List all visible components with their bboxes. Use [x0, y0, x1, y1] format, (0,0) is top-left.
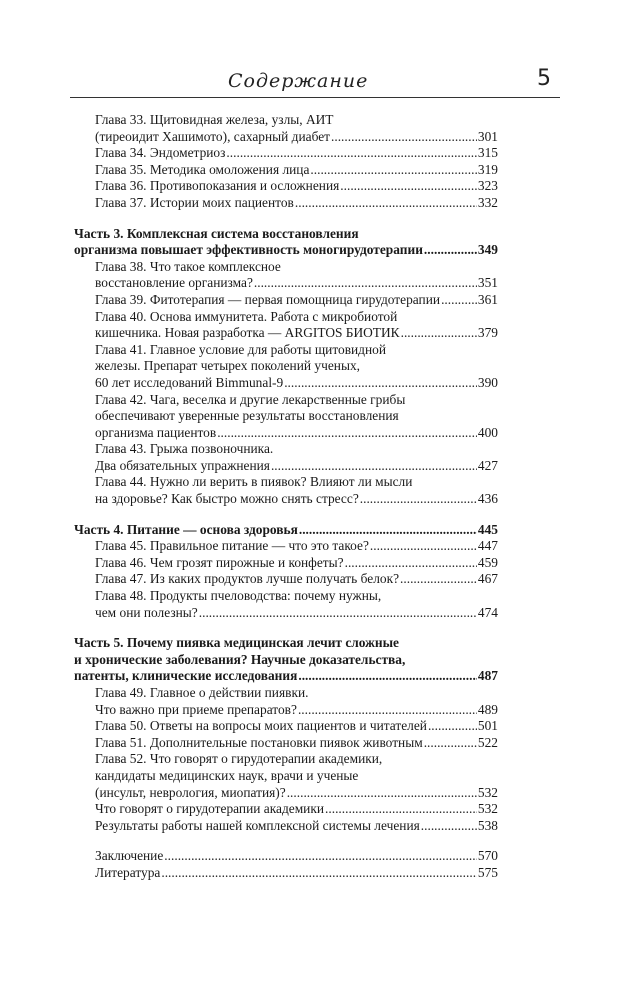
toc-section: [74, 848, 498, 881]
chapter-entry-page: 474: [477, 604, 498, 620]
chapter-entry-line: Глава 39. Фитотерапия — первая помощница гирудотерапии: [95, 291, 441, 307]
chapter-entry-line: Глава 35. Методика омоложения лица: [95, 161, 310, 177]
dot-leader: [254, 275, 477, 292]
chapter-entry-leader-row: [95, 801, 498, 818]
chapter-entry-line: Глава 42. Чага, веселка и другие лекарственные грибы: [95, 391, 406, 407]
chapter-entry-line: Глава 47. Из каких продуктов лучше получать белок?: [95, 571, 400, 587]
dot-leader: [325, 801, 477, 818]
dot-leader: [340, 178, 477, 195]
page-header: [0, 0, 619, 110]
dot-leader: [226, 145, 476, 162]
chapter-entry-line: Глава 44. Нужно ли верить в пиявок? Влияют ли мысли: [95, 474, 413, 490]
chapter-entry: [74, 195, 498, 212]
table-of-contents: [74, 112, 498, 896]
running-title: Содержание: [228, 70, 369, 92]
chapter-entry-line: Глава 37. Истории моих пациентов: [95, 194, 294, 210]
chapter-entry-leader-row: [95, 195, 498, 212]
chapter-entry: [74, 685, 498, 718]
dot-leader: [299, 522, 477, 539]
part-heading-line: Часть 3. Комплексная система восстановления: [74, 225, 359, 241]
dot-leader: [331, 129, 477, 146]
part-heading-leader-row: [74, 522, 498, 539]
chapter-entry: [74, 571, 498, 588]
dot-leader: [345, 555, 477, 572]
chapter-entry-leader-row: [95, 491, 498, 508]
chapter-entry-page: 400: [477, 424, 498, 440]
chapter-entry-page: 323: [477, 178, 498, 194]
chapter-entry-leader-row: [95, 718, 498, 735]
chapter-entry-line: Глава 45. Правильное питание — что это такое?: [95, 538, 369, 554]
chapter-entry-leader-row: [95, 178, 498, 195]
dot-leader: [217, 425, 477, 442]
chapter-entry-line: Глава 46. Чем грозят пирожные и конфеты?: [95, 554, 344, 570]
page-number: 5: [537, 66, 551, 91]
dot-leader: [421, 818, 477, 835]
chapter-entry: [74, 342, 498, 392]
chapter-entry-leader-row: [95, 145, 498, 162]
chapter-entry-line: железы. Препарат четырех поколений ученых,: [95, 358, 360, 374]
chapter-entry-leader-row: [95, 275, 498, 292]
dot-leader: [295, 195, 477, 212]
chapter-entry-leader-row: [95, 702, 498, 719]
chapter-entry-leader-row: [95, 865, 498, 882]
dot-leader: [284, 375, 477, 392]
chapter-entry-leader-row: [95, 605, 498, 622]
part-heading-leader-row: [74, 668, 498, 685]
part-heading-page: 487: [477, 668, 498, 684]
part-heading-leader-row: [74, 242, 498, 259]
part-heading-line: и хронические заболевания? Научные доказательства,: [74, 651, 406, 667]
header-rule: [70, 97, 560, 98]
chapter-entry: [74, 588, 498, 621]
part-heading: [74, 522, 498, 539]
chapter-entry-leader-row: [95, 292, 498, 309]
chapter-entry-page: 467: [477, 571, 498, 587]
chapter-entry-line: Глава 51. Дополнительные постановки пиявок животным: [95, 734, 423, 750]
chapter-entry-line: Глава 34. Эндометриоз: [95, 145, 226, 161]
chapter-entry-page: 575: [477, 864, 498, 880]
chapter-entry-leader-row: [95, 425, 498, 442]
chapter-entry: [74, 735, 498, 752]
chapter-entry: [74, 392, 498, 442]
dot-leader: [424, 242, 477, 259]
chapter-entry: [74, 474, 498, 507]
dot-leader: [424, 735, 477, 752]
chapter-entry-page: 570: [477, 848, 498, 864]
toc-section: [74, 226, 498, 508]
chapter-entry-page: 332: [477, 194, 498, 210]
chapter-entry-page: 379: [477, 325, 498, 341]
chapter-entry-line: Глава 43. Грыжа позвоночника.: [95, 441, 274, 457]
chapter-entry-page: 390: [477, 374, 498, 390]
dot-leader: [428, 718, 477, 735]
chapter-entry-page: 301: [477, 128, 498, 144]
chapter-entry-line: восстановление организма?: [95, 275, 253, 291]
dot-leader: [298, 668, 477, 685]
chapter-entry: [74, 848, 498, 865]
chapter-entry: [74, 112, 498, 145]
chapter-entry-leader-row: [95, 848, 498, 865]
toc-section: [74, 635, 498, 834]
chapter-entry-line: 60 лет исследований Bimmunal-9: [95, 374, 284, 390]
chapter-entry-page: 315: [477, 145, 498, 161]
chapter-entry-line: Литература: [95, 864, 161, 880]
chapter-entry-leader-row: [95, 818, 498, 835]
part-heading-line: организма повышает эффективность моногирудотерапии: [74, 242, 423, 258]
chapter-entry-line: кандидаты медицинских наук, врачи и ученые: [95, 767, 359, 783]
chapter-entry-leader-row: [95, 458, 498, 475]
chapter-entry: [74, 441, 498, 474]
dot-leader: [287, 785, 477, 802]
chapter-entry-page: 447: [477, 538, 498, 554]
chapter-entry-page: 361: [477, 291, 498, 307]
chapter-entry-line: Что важно при приеме препаратов?: [95, 701, 297, 717]
chapter-entry: [74, 309, 498, 342]
chapter-entry-page: 459: [477, 554, 498, 570]
chapter-entry: [74, 818, 498, 835]
chapter-entry-leader-row: [95, 325, 498, 342]
chapter-entry-line: на здоровье? Как быстро можно снять стресс?: [95, 491, 359, 507]
chapter-entry-line: (инсульт, неврология, миопатия)?: [95, 784, 286, 800]
chapter-entry: [74, 718, 498, 735]
chapter-entry-line: Глава 49. Главное о действии пиявки.: [95, 685, 309, 700]
chapter-entry-page: 489: [477, 701, 498, 717]
chapter-entry-line: обеспечивают уверенные результаты восстановления: [95, 408, 399, 424]
dot-leader: [161, 865, 477, 882]
chapter-entry: [74, 865, 498, 882]
chapter-entry: [74, 145, 498, 162]
part-heading-line: патенты, клинические исследования: [74, 668, 298, 684]
chapter-entry: [74, 751, 498, 801]
chapter-entry-line: чем они полезны?: [95, 604, 198, 620]
toc-section: [74, 112, 498, 212]
part-heading-line: Часть 4. Питание — основа здоровья: [74, 521, 298, 537]
dot-leader: [441, 292, 477, 309]
chapter-entry-line: Заключение: [95, 848, 164, 864]
chapter-entry-leader-row: [95, 129, 498, 146]
chapter-entry-leader-row: [95, 375, 498, 392]
dot-leader: [310, 162, 477, 179]
chapter-entry: [74, 259, 498, 292]
chapter-entry-line: Два обязательных упражнения: [95, 457, 270, 473]
chapter-entry-page: 427: [477, 457, 498, 473]
chapter-entry-line: Глава 36. Противопоказания и осложнения: [95, 178, 340, 194]
chapter-entry-page: 501: [477, 718, 498, 734]
part-heading: [74, 226, 498, 259]
chapter-entry-page: 436: [477, 491, 498, 507]
chapter-entry-line: Глава 48. Продукты пчеловодства: почему нужны,: [95, 588, 382, 604]
chapter-entry: [74, 178, 498, 195]
chapter-entry-line: Что говорят о гирудотерапии академики: [95, 801, 325, 817]
chapter-entry-page: 351: [477, 275, 498, 291]
dot-leader: [370, 538, 477, 555]
chapter-entry-leader-row: [95, 735, 498, 752]
chapter-entry-page: 522: [477, 734, 498, 750]
chapter-entry: [74, 538, 498, 555]
chapter-entry-line: Глава 52. Что говорят о гирудотерапии академики,: [95, 751, 383, 767]
part-heading-page: 445: [477, 521, 498, 537]
chapter-entry-leader-row: [95, 555, 498, 572]
part-heading-page: 349: [477, 242, 498, 258]
chapter-entry-line: организма пациентов: [95, 424, 217, 440]
dot-leader: [401, 325, 477, 342]
chapter-entry-line: Глава 40. Основа иммунитета. Работа с микробиотой: [95, 308, 398, 324]
dot-leader: [164, 848, 477, 865]
chapter-entry: [74, 801, 498, 818]
toc-section: [74, 522, 498, 622]
chapter-entry: [74, 292, 498, 309]
chapter-entry-line: Результаты работы нашей комплексной системы лечения: [95, 817, 420, 833]
chapter-entry-page: 538: [477, 817, 498, 833]
chapter-entry-line: Глава 50. Ответы на вопросы моих пациентов и читателей: [95, 718, 427, 734]
chapter-entry-leader-row: [95, 785, 498, 802]
dot-leader: [298, 702, 477, 719]
chapter-entry: [74, 555, 498, 572]
chapter-entry: [74, 162, 498, 179]
chapter-entry-line: Глава 33. Щитовидная железа, узлы, АИТ: [95, 112, 334, 127]
chapter-entry-page: 532: [477, 801, 498, 817]
chapter-entry-line: кишечника. Новая разработка — ARGITOS БИОТИК: [95, 325, 400, 341]
chapter-entry-leader-row: [95, 162, 498, 179]
chapter-entry-page: 319: [477, 161, 498, 177]
dot-leader: [199, 605, 477, 622]
part-heading-line: Часть 5. Почему пиявка медицинская лечит сложные: [74, 635, 399, 651]
chapter-entry-leader-row: [95, 571, 498, 588]
dot-leader: [360, 491, 477, 508]
part-heading: [74, 635, 498, 685]
chapter-entry-line: (тиреоидит Хашимото), сахарный диабет: [95, 128, 331, 144]
chapter-entry-line: Глава 38. Что такое комплексное: [95, 258, 281, 274]
dot-leader: [271, 458, 477, 475]
chapter-entry-leader-row: [95, 538, 498, 555]
chapter-entry-line: Глава 41. Главное условие для работы щитовидной: [95, 341, 387, 357]
chapter-entry-page: 532: [477, 784, 498, 800]
dot-leader: [400, 571, 477, 588]
